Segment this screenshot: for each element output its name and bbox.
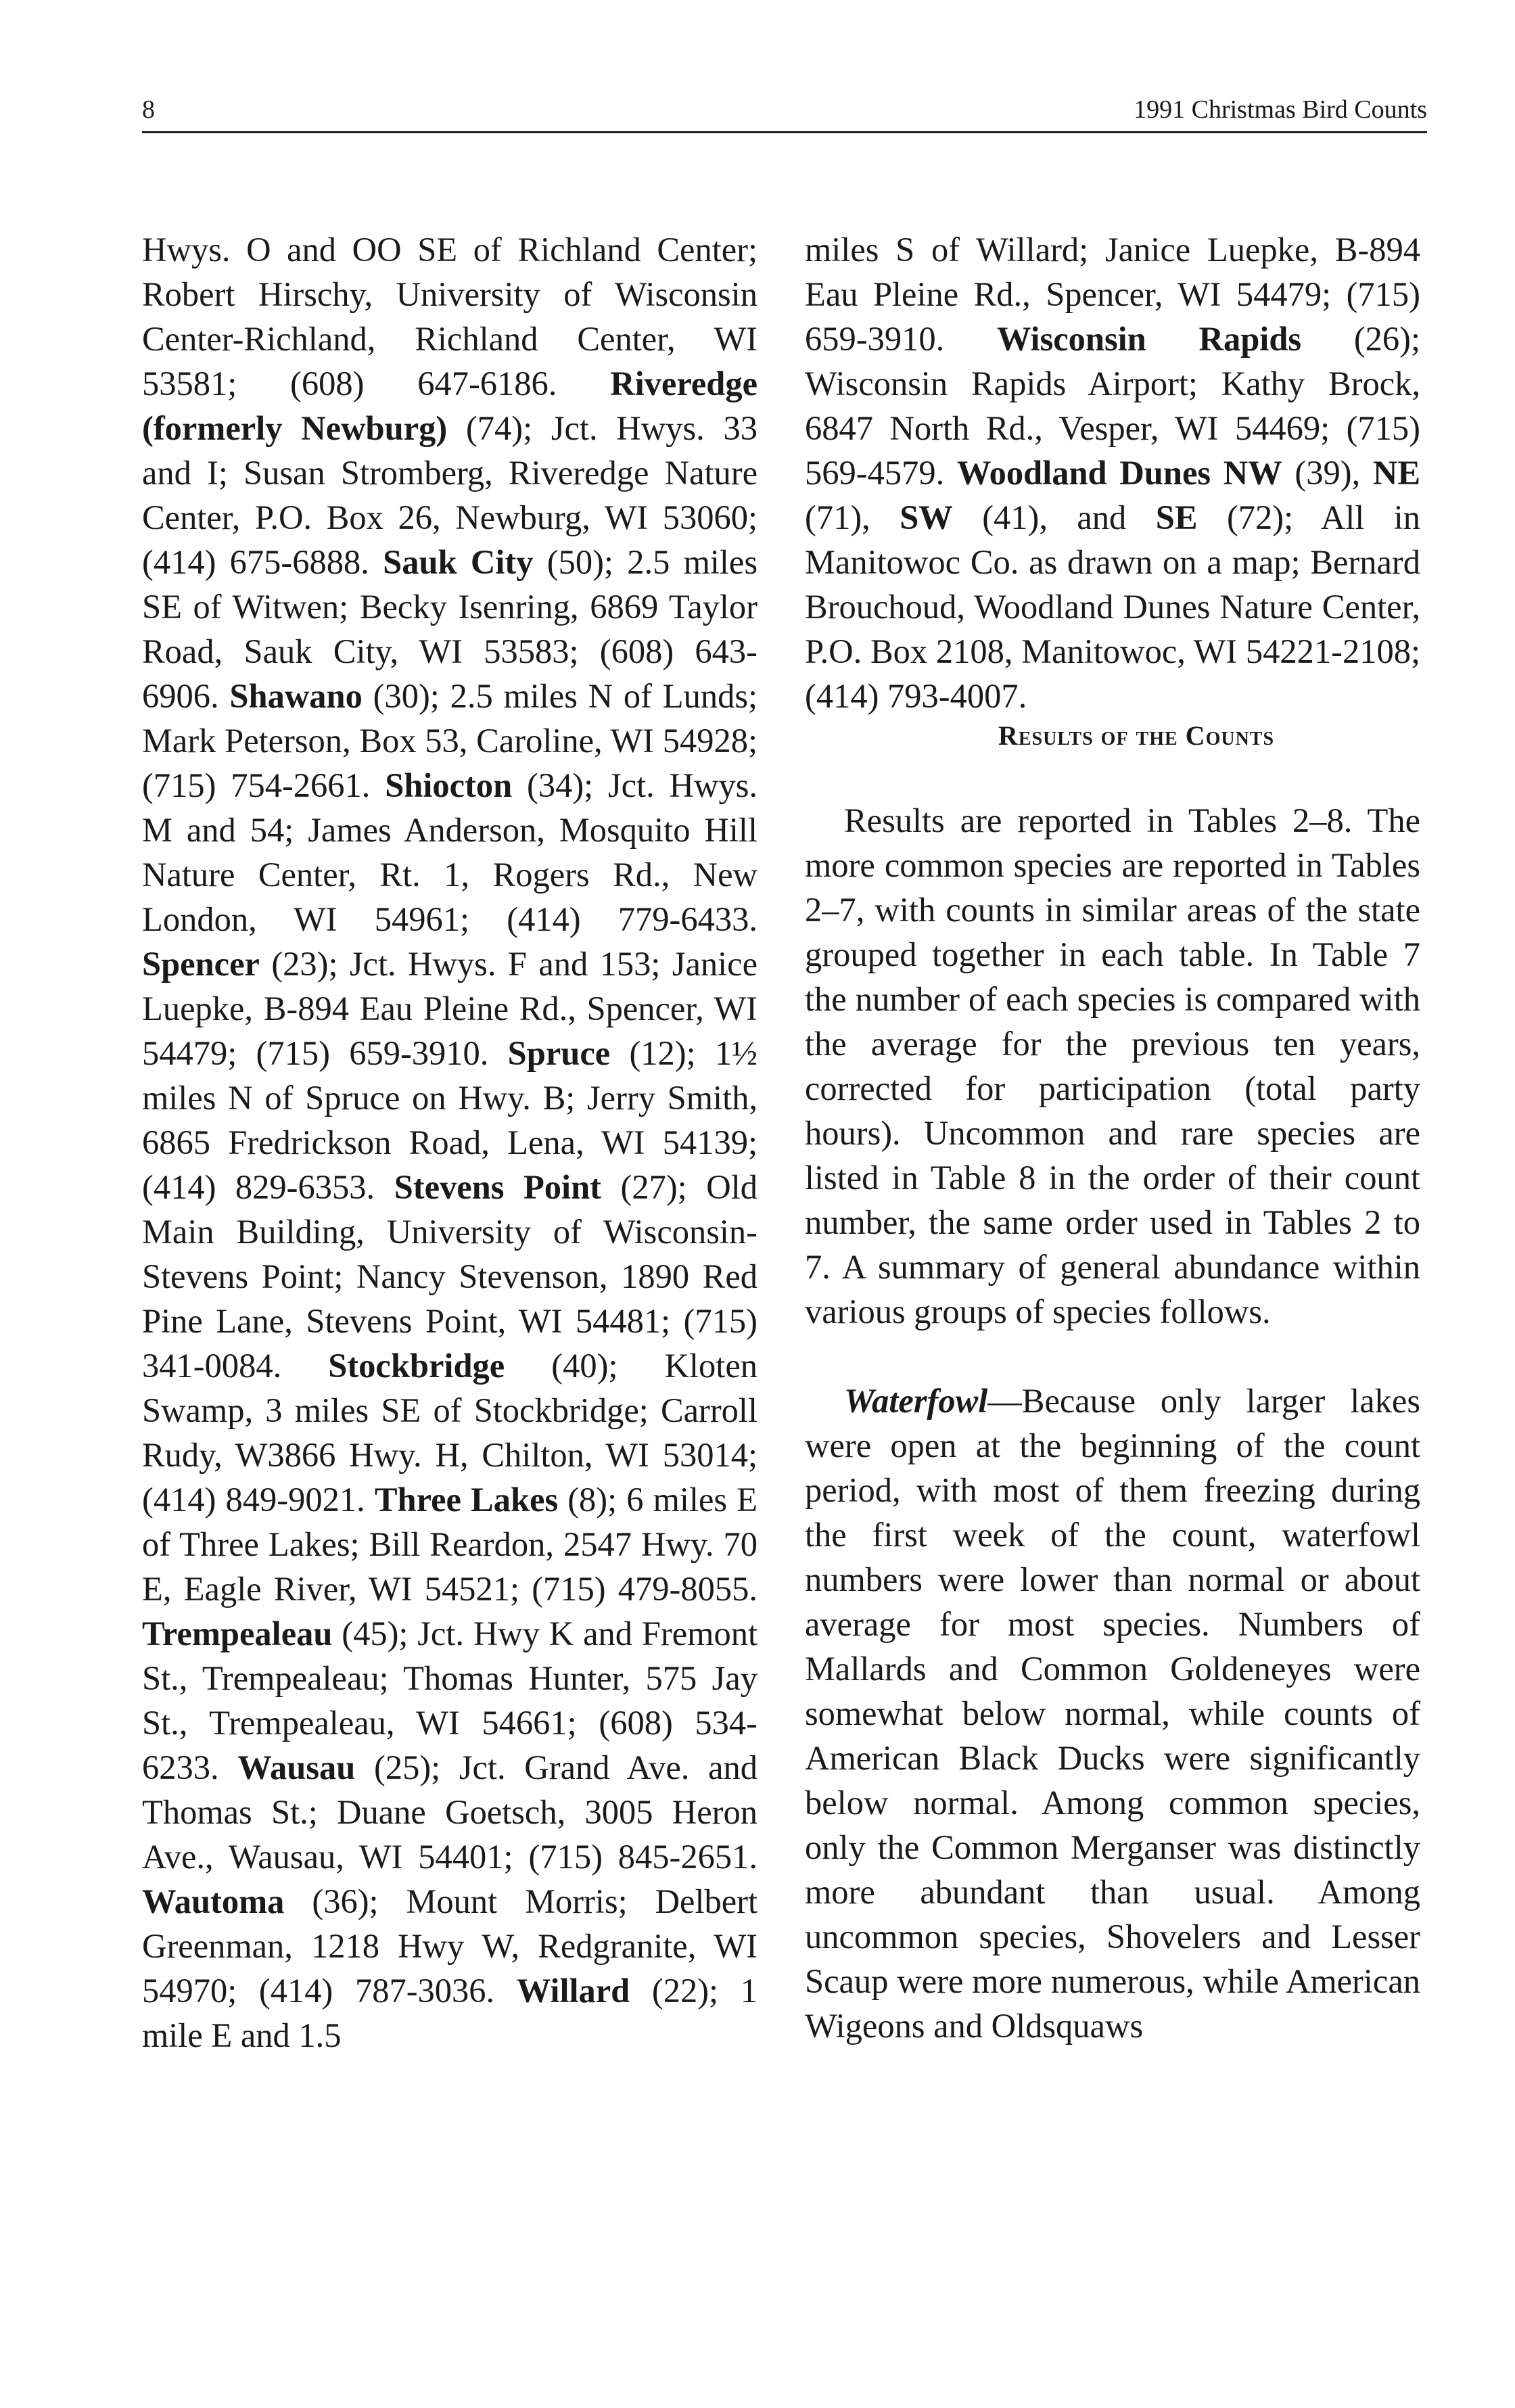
count-name-se: SE (1155, 499, 1198, 536)
text-segment: (74); Jct. Hwys. 33 and I; Susan Stromberg, Riveredge Nature Center, P.O. Box 26, Newburg, WI 53060; (414) 675-6888. (142, 409, 758, 581)
left-column (142, 227, 758, 2058)
count-locations-paragraph (142, 227, 758, 2058)
count-name-shiocton: Shiocton (385, 766, 513, 804)
text-segment: (36); Mount Morris; Delbert Greenman, 1218 Hwy W, Redgranite, WI 54970; (414) 787-3036. (142, 1882, 758, 2010)
waterfowl-text: —Because only larger lakes were open at the beginning of the count period, with most of them freezing during the first week of the count, waterfowl numbers were lower than normal or about average for most species. Numbers of Mallards and Common Goldeneyes were somewhat below normal, while counts of American Black Ducks were significantly below normal. Among common species, only the Common Merganser was distinctly more abundant than usual. Among uncommon species, Shovelers and Lesser Scaup were more numerous, while American Wigeons and Oldsquaws (805, 1382, 1420, 2045)
text-segment: (12); 1½ miles N of Spruce on Hwy. B; Jerry Smith, 6865 Fredrickson Road, Lena, WI 54139; (414) 829-6353. (142, 1034, 758, 1206)
count-name-wausau: Wausau (237, 1749, 356, 1786)
count-name-spencer: Spencer (142, 945, 260, 983)
text-segment: (22); 1 mile E and 1.5 (142, 1972, 758, 2054)
text-segment: (8); 6 miles E of Three Lakes; Bill Reardon, 2547 Hwy. 70 E, Eagle River, WI 54521; (715) 479-8055. (142, 1481, 758, 1608)
text-segment: (72); All in Manitowoc Co. as drawn on a map; Bernard Brouchoud, Woodland Dunes Nature Center, P.O. Box 2108, Manitowoc, WI 54221-2108; (414) 793-4007. (805, 499, 1420, 715)
count-name-riveredge: Riveredge (formerly Newburg) (142, 365, 758, 447)
waterfowl-paragraph (805, 1379, 1420, 2048)
count-name-stevens-point: Stevens Point (394, 1168, 601, 1206)
header-rule (142, 131, 1427, 133)
text-segment: (40); Kloten Swamp, 3 miles SE of Stockbridge; Carroll Rudy, W3866 Hwy. H, Chilton, WI 53014; (414) 849-9021. (142, 1347, 758, 1519)
text-segment: (41), and (952, 499, 1156, 536)
count-name-wautoma: Wautoma (142, 1882, 285, 1920)
text-segment: (50); 2.5 miles SE of Witwen; Becky Isenring, 6869 Taylor Road, Sauk City, WI 53583; (608) 643-6906. (142, 543, 758, 715)
count-name-ne: NE (1372, 454, 1420, 492)
section-heading: Results of the Counts (998, 720, 1275, 751)
text-segment: miles S of Willard; Janice Luepke, B-894 Eau Pleine Rd., Spencer, WI 54479; (715) 659-3910. (805, 231, 1420, 358)
results-paragraph: Results are reported in Tables 2–8. The more common species are reported in Tables 2–7, with counts in similar areas of the state grouped together in each table. In Table 7 the number of each species is compared with the average for the previous ten years, corrected for participation (total party hours). Uncommon and rare species are listed in Table 8 in the order of their count number, the same order used in Tables 2 to 7. A summary of general abundance within various groups of species follows. (805, 802, 1420, 1330)
count-locations-continued (805, 227, 1420, 718)
waterfowl-label: Waterfowl (844, 1382, 988, 1420)
count-name-shawano: Shawano (229, 677, 363, 715)
text-segment: Hwys. O and OO SE of Richland Center; Robert Hirschy, University of Wisconsin Center-Richland, Richland Center, WI 53581; (608) 647-6186. (142, 231, 758, 402)
text-segment: (26); Wisconsin Rapids Airport; Kathy Brock, 6847 North Rd., Vesper, WI 54469; (715) 569-4579. (805, 320, 1420, 492)
text-segment: (30); 2.5 miles N of Lunds; Mark Peterson, Box 53, Caroline, WI 54928; (715) 754-2661. (142, 677, 758, 804)
count-name-willard: Willard (516, 1972, 630, 2010)
page-number: 8 (142, 95, 155, 124)
count-name-sw: SW (900, 499, 953, 536)
text-segment: (23); Jct. Hwys. F and 153; Janice Luepke, B-894 Eau Pleine Rd., Spencer, WI 54479; (715) 659-3910. (142, 945, 758, 1072)
count-name-woodland-dunes-nw: Woodland Dunes NW (956, 454, 1282, 492)
count-name-sauk-city: Sauk City (383, 543, 534, 581)
text-segment: (71), (805, 499, 900, 536)
right-column (805, 227, 1420, 2048)
text-segment: (34); Jct. Hwys. M and 54; James Anderson, Mosquito Hill Nature Center, Rt. 1, Rogers Rd., New London, WI 54961; (414) 779-6433. (142, 766, 758, 938)
count-name-stockbridge: Stockbridge (328, 1347, 505, 1385)
text-segment: (45); Jct. Hwy K and Fremont St., Trempealeau; Thomas Hunter, 575 Jay St., Trempealeau, WI 54661; (608) 534-6233. (142, 1615, 758, 1786)
text-segment: (25); Jct. Grand Ave. and Thomas St.; Duane Goetsch, 3005 Heron Ave., Wausau, WI 54401; (715) 845-2651. (142, 1749, 758, 1876)
count-name-trempealeau: Trempealeau (142, 1615, 333, 1652)
count-name-spruce: Spruce (507, 1034, 611, 1072)
running-title: 1991 Christmas Bird Counts (1134, 95, 1427, 124)
count-name-wisconsin-rapids: Wisconsin Rapids (996, 320, 1302, 358)
text-segment: (39), (1282, 454, 1373, 492)
count-name-three-lakes: Three Lakes (374, 1481, 559, 1519)
text-segment: (27); Old Main Building, University of Wisconsin-Stevens Point; Nancy Stevenson, 1890 Red Pine Lane, Stevens Point, WI 54481; (715) 341-0084. (142, 1168, 758, 1385)
